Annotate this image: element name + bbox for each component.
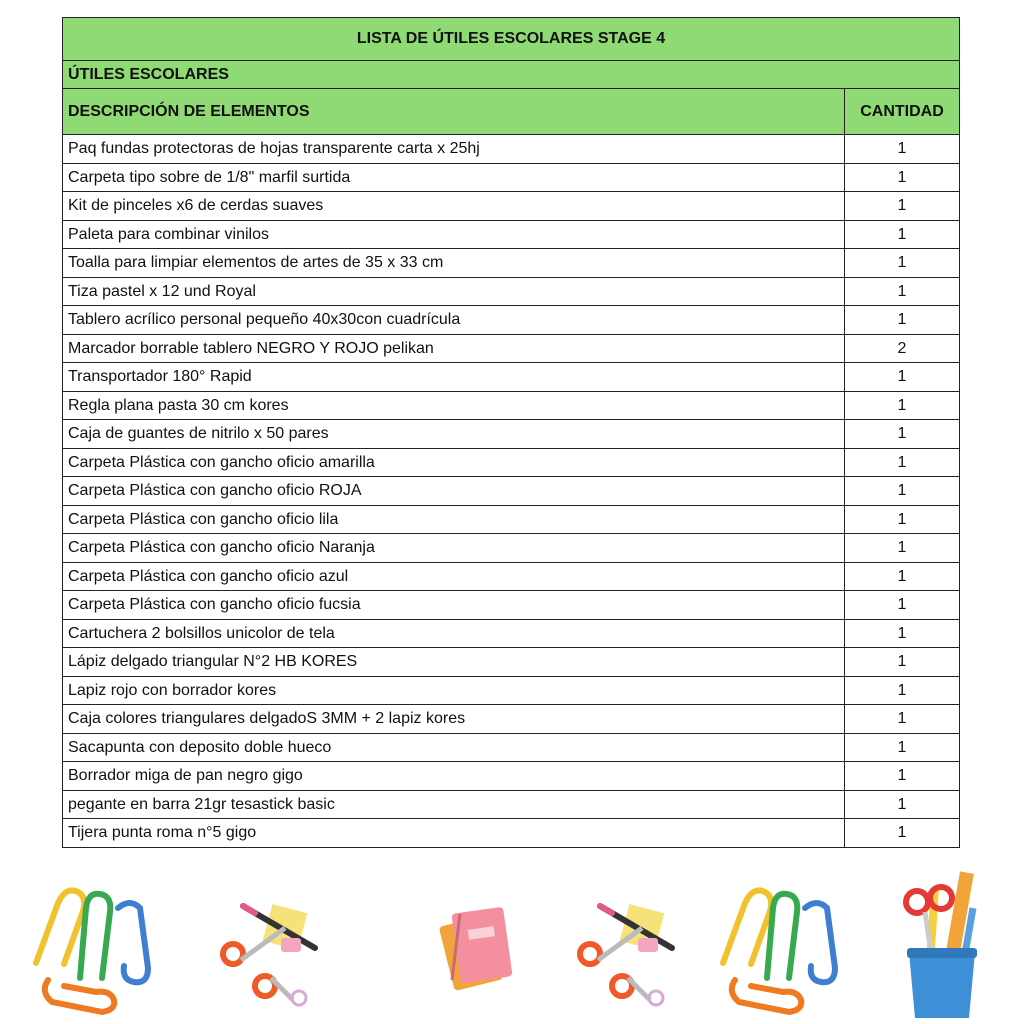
table-row [63, 306, 960, 335]
table-row [63, 448, 960, 477]
table-row [63, 163, 960, 192]
table-row [63, 220, 960, 249]
item-description: Carpeta tipo sobre de 1/8" marfil surtida [63, 163, 845, 192]
table-row [63, 705, 960, 734]
table-row [63, 477, 960, 506]
item-description: Toalla para limpiar elementos de artes de 35 x 33 cm [63, 249, 845, 278]
table-row [63, 591, 960, 620]
school-supplies-table [62, 17, 960, 848]
table-row [63, 562, 960, 591]
item-description: Paq fundas protectoras de hojas transparente carta x 25hj [63, 135, 845, 164]
table-row [63, 790, 960, 819]
section-row [63, 61, 960, 89]
table-row [63, 762, 960, 791]
item-quantity: 1 [845, 762, 960, 791]
column-header-row [63, 89, 960, 135]
scissors-pencil-icon [572, 868, 682, 1018]
table-row [63, 619, 960, 648]
item-quantity: 2 [845, 334, 960, 363]
item-description: Sacapunta con deposito doble hueco [63, 733, 845, 762]
notebooks-icon [432, 868, 522, 1018]
list-title: LISTA DE ÚTILES ESCOLARES STAGE 4 [63, 18, 960, 61]
table-row [63, 420, 960, 449]
scissors-pencil-icon [215, 868, 325, 1018]
item-quantity: 1 [845, 819, 960, 848]
item-quantity: 1 [845, 591, 960, 620]
table-row [63, 505, 960, 534]
item-description: Carpeta Plástica con gancho oficio fucsia [63, 591, 845, 620]
paper-clips-icon [18, 868, 158, 1018]
table-row [63, 733, 960, 762]
item-quantity: 1 [845, 420, 960, 449]
description-column-header: DESCRIPCIÓN DE ELEMENTOS [63, 89, 845, 135]
item-quantity: 1 [845, 705, 960, 734]
item-quantity: 1 [845, 676, 960, 705]
item-description: Transportador 180° Rapid [63, 363, 845, 392]
item-description: Carpeta Plástica con gancho oficio ROJA [63, 477, 845, 506]
item-description: Tiza pastel x 12 und Royal [63, 277, 845, 306]
item-description: Borrador miga de pan negro gigo [63, 762, 845, 791]
item-description: Paleta para combinar vinilos [63, 220, 845, 249]
item-quantity: 1 [845, 220, 960, 249]
item-quantity: 1 [845, 192, 960, 221]
item-description: Caja de guantes de nitrilo x 50 pares [63, 420, 845, 449]
item-quantity: 1 [845, 648, 960, 677]
item-description: Cartuchera 2 bolsillos unicolor de tela [63, 619, 845, 648]
table-row [63, 534, 960, 563]
table-row [63, 277, 960, 306]
item-description: Lápiz delgado triangular N°2 HB KORES [63, 648, 845, 677]
item-quantity: 1 [845, 534, 960, 563]
item-description: Carpeta Plástica con gancho oficio amarilla [63, 448, 845, 477]
item-quantity: 1 [845, 135, 960, 164]
item-description: Carpeta Plástica con gancho oficio lila [63, 505, 845, 534]
item-quantity: 1 [845, 619, 960, 648]
table-row [63, 648, 960, 677]
item-description: Carpeta Plástica con gancho oficio Naranja [63, 534, 845, 563]
item-quantity: 1 [845, 277, 960, 306]
item-quantity: 1 [845, 163, 960, 192]
table-row [63, 135, 960, 164]
table-row [63, 363, 960, 392]
item-quantity: 1 [845, 391, 960, 420]
quantity-column-header: CANTIDAD [845, 89, 960, 135]
item-quantity: 1 [845, 477, 960, 506]
section-title: ÚTILES ESCOLARES [63, 61, 960, 89]
item-quantity: 1 [845, 505, 960, 534]
item-quantity: 1 [845, 790, 960, 819]
item-description: Caja colores triangulares delgadoS 3MM + 2 lapiz kores [63, 705, 845, 734]
table-row [63, 249, 960, 278]
item-quantity: 1 [845, 562, 960, 591]
table-row [63, 819, 960, 848]
table-row [63, 676, 960, 705]
item-description: Tijera punta roma n°5 gigo [63, 819, 845, 848]
item-description: Kit de pinceles x6 de cerdas suaves [63, 192, 845, 221]
table-row [63, 192, 960, 221]
item-description: Lapiz rojo con borrador kores [63, 676, 845, 705]
title-row [63, 18, 960, 61]
item-description: Tablero acrílico personal pequeño 40x30con cuadrícula [63, 306, 845, 335]
item-quantity: 1 [845, 249, 960, 278]
paper-clips-icon [705, 868, 845, 1018]
item-description: Regla plana pasta 30 cm kores [63, 391, 845, 420]
table-row [63, 391, 960, 420]
table-row [63, 334, 960, 363]
item-description: pegante en barra 21gr tesastick basic [63, 790, 845, 819]
item-quantity: 1 [845, 448, 960, 477]
pencil-cup-icon [895, 868, 990, 1020]
item-description: Marcador borrable tablero NEGRO Y ROJO pelikan [63, 334, 845, 363]
item-description: Carpeta Plástica con gancho oficio azul [63, 562, 845, 591]
item-quantity: 1 [845, 363, 960, 392]
item-quantity: 1 [845, 306, 960, 335]
item-quantity: 1 [845, 733, 960, 762]
